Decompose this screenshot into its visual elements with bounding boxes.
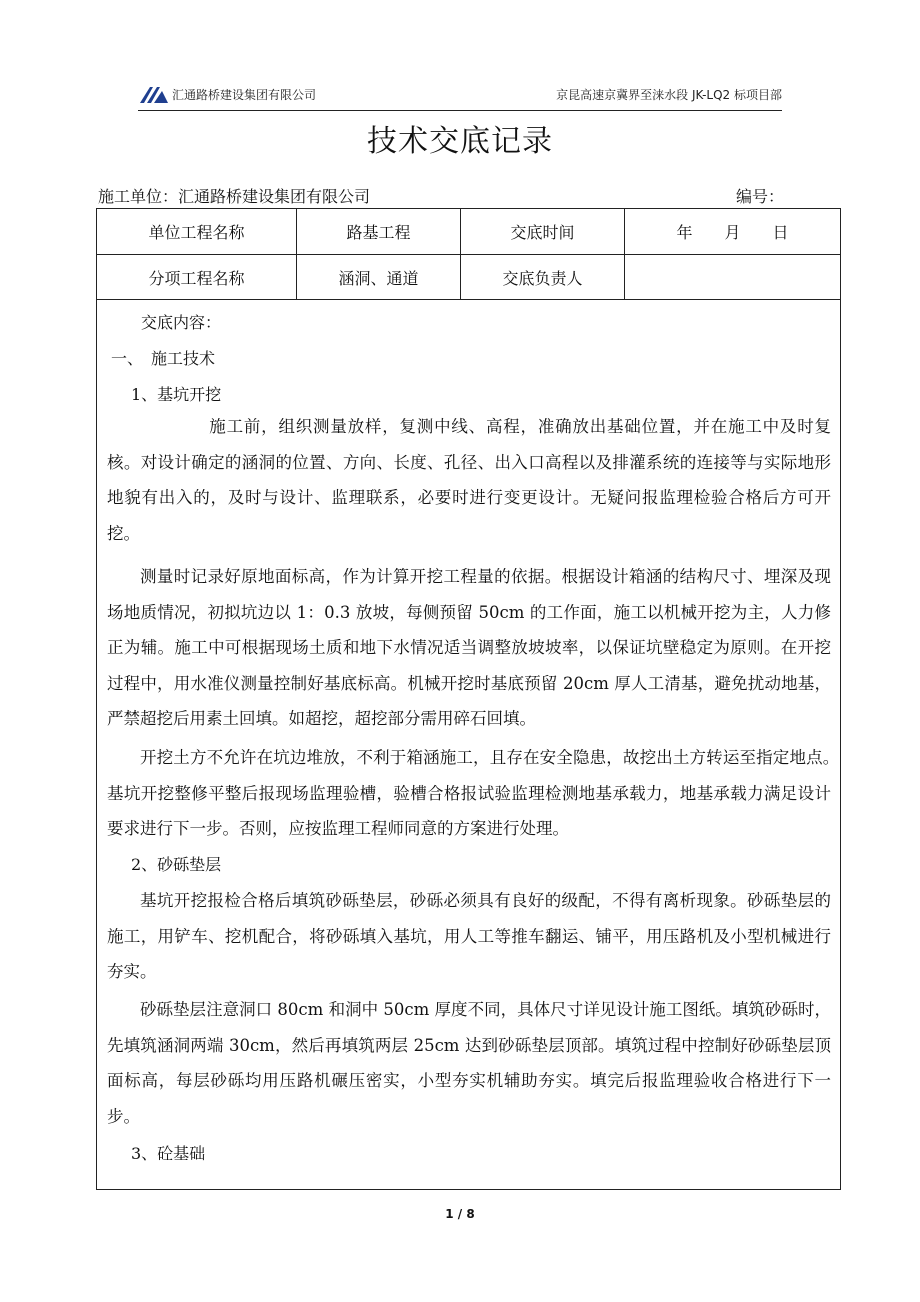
header-left [138,82,316,106]
page-number: 1 / 8 [445,1207,475,1221]
paragraph: 施工前，组织测量放样，复测中线、高程，准确放出基础位置，并在施工中及时复核。对设计确定的涵洞的位置、方向、长度、孔径、出入口高程以及排灌系统的连接等与实际地形地貌有出入的，及时与设计、监理联系，必要时进行变更设计。无疑问报监理检验合格后方可开挖。 [107,417,831,543]
paragraph: 开挖土方不允许在坑边堆放，不利于箱涵施工，且存在安全隐患，故挖出土方转运至指定地点。 基坑开挖整修平整后报现场监理验槽，验槽合格报试验监理检测地基承载力，地基承载力满足设计要求进行下一步。否则，应按监理工程师同意的方案进行处理。 [107,748,848,839]
responsible-person-value [625,255,840,299]
subsection-heading: 3、砼基础 [131,1144,206,1163]
sub-project-value: 涵洞、通道 [297,255,461,299]
unit-project-label: 单位工程名称 [97,209,297,254]
subsection-heading: 2、砂砾垫层 [131,855,222,874]
disclosure-time-value: 年 月 日 [676,223,789,242]
paragraph: 测量时记录好原地面标高，作为计算开挖工程量的依据。根据设计箱涵的结构尺寸、埋深及现场地质情况，初拟坑边以 1：0.3 放坡，每侧预留 50cm 的工作面，施工以机械开挖为主，人力修正为辅。施工中可根据现场土质和地下水情况适当调整放坡坡率，以保证坑壁稳定为原则。在开挖过程中，用水准仪测量控制好基底标高。机械开挖时基底预留 20cm 厚人工清基，避免扰动地基，严禁超挖后用素土回填。如超挖，超挖部分需用碎石回填。 [107,567,831,729]
subsection-heading: 1、基坑开挖 [131,385,222,404]
construction-unit: 施工单位：汇通路桥建设集团有限公司 [98,187,371,206]
document-number-label: 编号： [736,187,785,206]
unit-project-value: 路基工程 [297,209,461,254]
header-project: 京昆高速京冀界至涞水段 JK-LQ2 标项目部 [556,88,782,102]
paragraph: 基坑开挖报检合格后填筑砂砾垫层，砂砾必须具有良好的级配，不得有离析现象。砂砾垫层的施工，用铲车、挖机配合，将砂砾填入基坑，用人工等推车翻运、铺平，用压路机及小型机械进行夯实。 [107,891,831,982]
disclosure-form [96,208,848,1190]
header-company: 汇通路桥建设集团有限公司 [172,87,317,102]
paragraph: 砂砾垫层注意洞口 80cm 和洞中 50cm 厚度不同，具体尺寸详见设计施工图纸。填筑砂砾时，先填筑涵洞两端 30cm，然后再填筑两层 25cm 达到砂砾垫层顶部。填筑过程中控制好砂砾垫层顶面标高，每层砂砾均用压路机碾压密实，小型夯实机辅助夯实。填完后报监理验收合格进行下一步。 [107,1000,831,1126]
responsible-person-label: 交底负责人 [461,255,625,299]
section-heading: 一、 施工技术 [111,349,216,368]
document-title: 技术交底记录 [367,124,553,159]
disclosure-time-label: 交底时间 [461,209,625,254]
table-row [97,209,840,255]
content-label: 交底内容： [141,313,222,332]
page-header [138,82,782,111]
sub-project-label: 分项工程名称 [97,255,297,299]
company-logo-icon [138,83,170,105]
table-row [97,255,840,300]
